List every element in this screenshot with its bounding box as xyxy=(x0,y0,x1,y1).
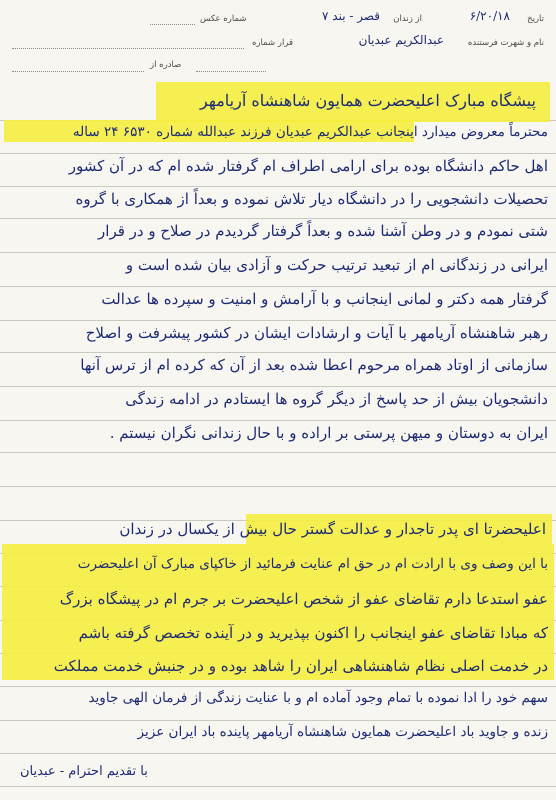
letter-line-4: شتی نمودم و در وطن آشنا شده و بعداً گرفتار گردیدم در صلاح و در قرار xyxy=(98,222,548,240)
sender-value: قصر - بند ۷ xyxy=(322,9,380,23)
sender-name-value: عبدالکریم عبدیان xyxy=(358,33,444,47)
letter-line-7: رهبر شاهنشاه آریامهر با آیات و ارشادات ایشان در کشور پیشرفت و اصلاح xyxy=(85,324,548,342)
date-label: تاریخ xyxy=(527,14,544,24)
rule-line xyxy=(0,753,556,754)
rule-line xyxy=(0,686,556,687)
rule-line xyxy=(0,452,556,453)
rule-line xyxy=(0,352,556,353)
rule-line xyxy=(0,720,556,721)
rule-line xyxy=(0,320,556,321)
letter-line-2: اهل حاکم دانشگاه بوده برای ارامی اطراف ام گرفتار شده ام که در آن کشور xyxy=(68,157,548,175)
rule-line xyxy=(0,153,556,154)
letter-salutation: پیشگاه مبارک اعلیحضرت همایون شاهنشاه آریامهر xyxy=(200,91,536,110)
letter-line-12: با این وصف وی با ارادت ام در حق ام عنایت فرمائید از خاکپای مبارک آن اعلیحضرت xyxy=(77,556,548,572)
rule-line xyxy=(0,420,556,421)
letter-line-16: سهم خود را ادا نموده با تمام وجود آماده ام و با عنایت زندگی از فرمان الهی جاوید xyxy=(88,690,548,706)
letter-line-17: زنده و جاوید باد اعلیحضرت همایون شاهنشاه آریامهر پاینده باد ایران عزیز xyxy=(137,724,548,740)
rule-line xyxy=(0,286,556,287)
case-number-label: قرار شماره xyxy=(252,38,294,48)
sender-label: از زندان xyxy=(393,14,422,24)
sender-name-label: نام و شهرت فرستنده xyxy=(467,38,544,48)
rule-line xyxy=(0,786,556,787)
signature: با تقدیم احترام - عبدیان xyxy=(20,764,148,779)
letter-line-13: عفو استدعا دارم تقاضای عفو از شخص اعلیحضرت بر جرم ام در پیشگاه بزرگ xyxy=(59,590,548,608)
letter-line-9: دانشجویان بیش از حد پاسخ از دیگر گروه ها ایستادم در ادامه زندگی xyxy=(125,390,548,408)
letter-line-10: ایران به دوستان و میهن پرستی بر اراده و با حال زندانی نگران نیستم . xyxy=(109,424,548,442)
photo-number-line xyxy=(150,24,195,25)
letter-line-1: محترماً معروض میدارد اینجانب عبدالکریم عبدیان فرزند عبدالله شماره ۶۵۳۰ ۲۴ ساله xyxy=(72,124,548,140)
rule-line xyxy=(0,218,556,219)
letter-line-8: سازمانی از اوتاد همراه مرحوم اعطا شده بعد از آن که کرده ام از ترس آنها xyxy=(80,356,548,374)
letter-line-14: که مبادا تقاضای عفو اینجانب را اکنون بپذیرید و در آینده تخصص گرفته باشم xyxy=(78,624,548,642)
letter-line-6: گرفتار همه دکتر و لمانی اینجانب و با آرامش و امنیت و سپرده ها عدالت xyxy=(101,290,548,308)
letter-line-15: در خدمت اصلی نظام شاهنشاهی ایران را شاهد بوده و در جنبش خدمت مملکت xyxy=(53,657,548,675)
rule-line xyxy=(0,186,556,187)
letter-line-5: ایرانی در زندگانی ام از تبعید ترتیب حرکت و آزادی بیان شده است و xyxy=(125,256,548,274)
photo-number-label: شماره عکس xyxy=(200,14,247,24)
letter-line-3: تحصیلات دانشجویی را در دانشگاه دیار تلاش نموده و بعداً از همکاری با گروه xyxy=(75,190,548,208)
rule-line xyxy=(0,486,556,487)
issued-dotted-line xyxy=(12,71,144,72)
rule-line xyxy=(0,386,556,387)
name-dotted-line xyxy=(12,48,244,49)
date-value: ۶/۲۰/۱۸ xyxy=(469,9,510,23)
rule-line xyxy=(0,252,556,253)
issued-from-label: صادره از xyxy=(150,60,182,70)
issued-number-line xyxy=(196,71,266,72)
letter-line-11: اعلیحضرتا ای پدر تاجدار و عدالت گستر حال بیش از یکسال در زندان xyxy=(119,520,546,538)
